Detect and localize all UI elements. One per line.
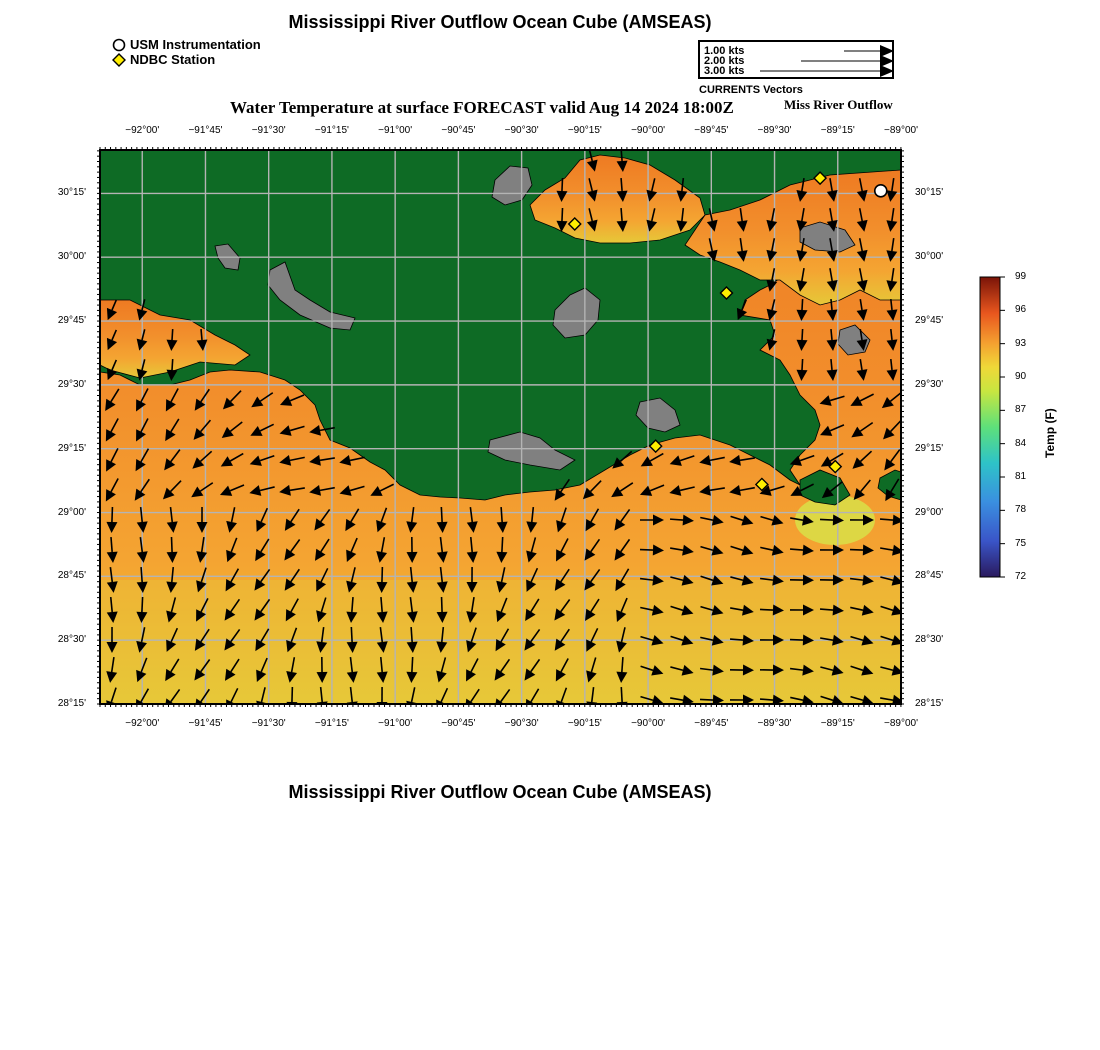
vector-key-row-2: 2.00 kts bbox=[704, 55, 745, 67]
colorbar-tick-label: 84 bbox=[1015, 437, 1027, 449]
axis-tick-label: 28°45' bbox=[57, 570, 86, 582]
usm-station-marker bbox=[875, 185, 887, 197]
axis-tick-label: −90°00' bbox=[631, 125, 666, 136]
axis-tick-label: −90°30' bbox=[504, 125, 539, 136]
region-label: Miss River Outflow bbox=[784, 97, 893, 112]
axis-tick-label: −89°15' bbox=[820, 125, 855, 136]
colorbar-tick-label: 96 bbox=[1015, 304, 1027, 316]
usm-legend-label: USM Instrumentation bbox=[130, 37, 261, 52]
axis-tick-label: 29°45' bbox=[57, 315, 86, 327]
axis-tick-label: 29°30' bbox=[915, 378, 944, 390]
axis-tick-label: 29°15' bbox=[57, 442, 86, 454]
axis-tick-label: −89°45' bbox=[694, 718, 729, 729]
page-title: Mississippi River Outflow Ocean Cube (AMSEAS) bbox=[288, 12, 712, 32]
vector-key-row-1: 1.00 kts bbox=[704, 45, 745, 57]
colorbar-tick-label: 75 bbox=[1015, 537, 1027, 549]
axis-tick-label: 29°15' bbox=[915, 442, 944, 454]
axis-tick-label: 28°30' bbox=[915, 634, 944, 646]
axis-tick-label: −90°45' bbox=[441, 718, 476, 729]
axis-tick-label: 30°00' bbox=[915, 251, 944, 263]
axis-tick-label: −92°00' bbox=[125, 125, 160, 136]
axis-tick-label: −91°45' bbox=[188, 125, 223, 136]
axis-tick-label: −91°15' bbox=[314, 718, 349, 729]
axis-tick-label: −91°30' bbox=[251, 125, 286, 136]
axis-tick-label: 28°45' bbox=[915, 570, 944, 582]
axis-tick-label: −90°15' bbox=[567, 718, 602, 729]
axis-tick-label: −91°45' bbox=[188, 718, 223, 729]
axis-tick-label: 28°30' bbox=[57, 634, 86, 646]
axis-tick-label: 30°15' bbox=[57, 187, 86, 199]
map-subtitle: Water Temperature at surface FORECAST valid Aug 14 2024 18:00Z bbox=[230, 98, 734, 117]
axis-tick-label: 28°15' bbox=[915, 698, 944, 709]
colorbar-tick-label: 93 bbox=[1015, 337, 1027, 349]
axis-tick-label: −90°15' bbox=[567, 125, 602, 136]
vector-key-row-3: 3.00 kts bbox=[704, 65, 745, 77]
axis-tick-label: −89°30' bbox=[757, 718, 792, 729]
axis-tick-label: −89°30' bbox=[757, 125, 792, 136]
axis-tick-label: −91°00' bbox=[378, 718, 413, 729]
axis-tick-label: 29°00' bbox=[57, 506, 86, 518]
axis-tick-label: −89°45' bbox=[694, 125, 729, 136]
colorbar-tick-label: 87 bbox=[1015, 404, 1027, 416]
colorbar-tick-label: 99 bbox=[1015, 271, 1027, 282]
axis-tick-label: 29°00' bbox=[915, 506, 944, 518]
axis-tick-label: 30°00' bbox=[57, 251, 86, 263]
colorbar-tick-label: 72 bbox=[1015, 571, 1027, 582]
axis-tick-label: 30°15' bbox=[915, 187, 944, 199]
axis-tick-label: −89°00' bbox=[884, 718, 918, 729]
colorbar-tick-label: 90 bbox=[1015, 371, 1027, 382]
axis-tick-label: −89°00' bbox=[884, 125, 918, 136]
axis-tick-label: −91°00' bbox=[378, 125, 413, 136]
bottom-title: Mississippi River Outflow Ocean Cube (AMSEAS) bbox=[288, 782, 712, 802]
axis-tick-label: 29°30' bbox=[57, 378, 86, 390]
colorbar-tick-label: 78 bbox=[1015, 504, 1027, 516]
axis-tick-label: −92°00' bbox=[125, 718, 160, 729]
axis-tick-label: −90°30' bbox=[504, 718, 539, 729]
axis-tick-label: 28°15' bbox=[57, 698, 86, 709]
axis-tick-label: −90°00' bbox=[631, 718, 666, 729]
vector-key-caption: CURRENTS Vectors bbox=[699, 84, 803, 96]
colorbar-title: Temp (F) bbox=[1043, 408, 1057, 458]
axis-tick-label: −89°15' bbox=[820, 718, 855, 729]
axis-tick-label: 29°45' bbox=[915, 315, 944, 327]
colorbar-tick-label: 81 bbox=[1015, 471, 1027, 482]
axis-tick-label: −90°45' bbox=[441, 125, 476, 136]
axis-tick-label: −91°15' bbox=[314, 125, 349, 136]
axis-tick-label: −91°30' bbox=[251, 718, 286, 729]
ndbc-legend-label: NDBC Station bbox=[130, 52, 216, 67]
